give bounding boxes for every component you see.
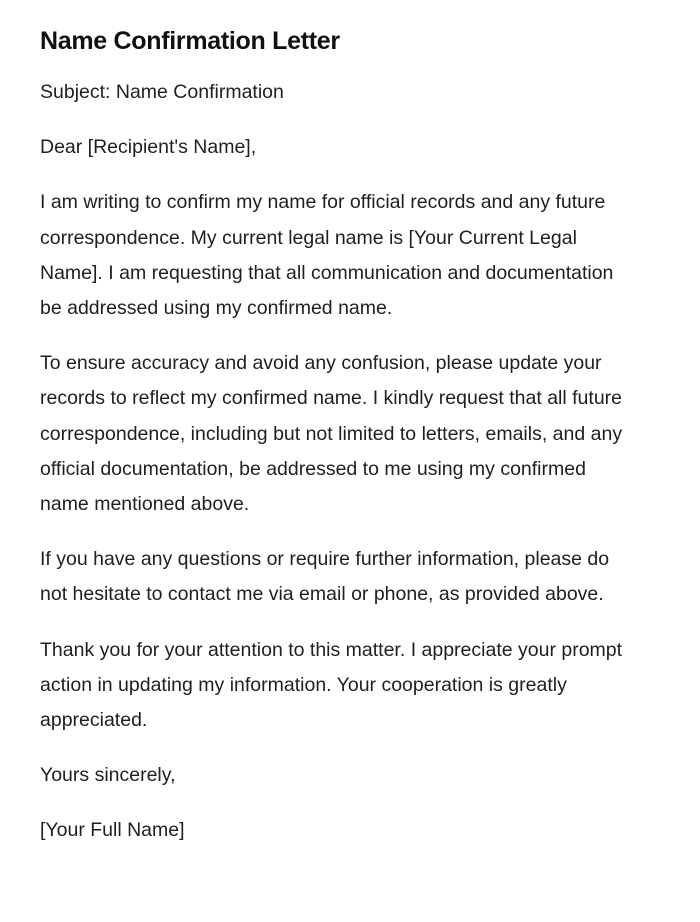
body-paragraph-4: Thank you for your attention to this matter. I appreciate your prompt action in updating my information. Your cooperation is greatly appreciated. <box>40 638 623 732</box>
body-paragraph-2: To ensure accuracy and avoid any confusion, please update your records to reflect my confirmed name. I kindly request that all future correspondence, including but not limited to letters, emails, and any official documentation, be addressed to me using my confirmed name mentioned above. <box>40 352 623 516</box>
salutation: Dear [Recipient's Name], <box>40 136 257 159</box>
document-title: Name Confirmation Letter <box>40 27 340 55</box>
body-paragraph-1: I am writing to confirm my name for official records and any future correspondence. My current legal name is [Your Current Legal Name]. I am requesting that all communication and documentation be addressed using my confirmed name. <box>40 191 614 320</box>
closing-line: Yours sincerely, <box>40 764 176 787</box>
signature-line: [Your Full Name] <box>40 819 185 842</box>
body-paragraph-3: If you have any questions or require further information, please do not hesitate to contact me via email or phone, as provided above. <box>40 548 610 606</box>
subject-line: Subject: Name Confirmation <box>40 81 284 103</box>
